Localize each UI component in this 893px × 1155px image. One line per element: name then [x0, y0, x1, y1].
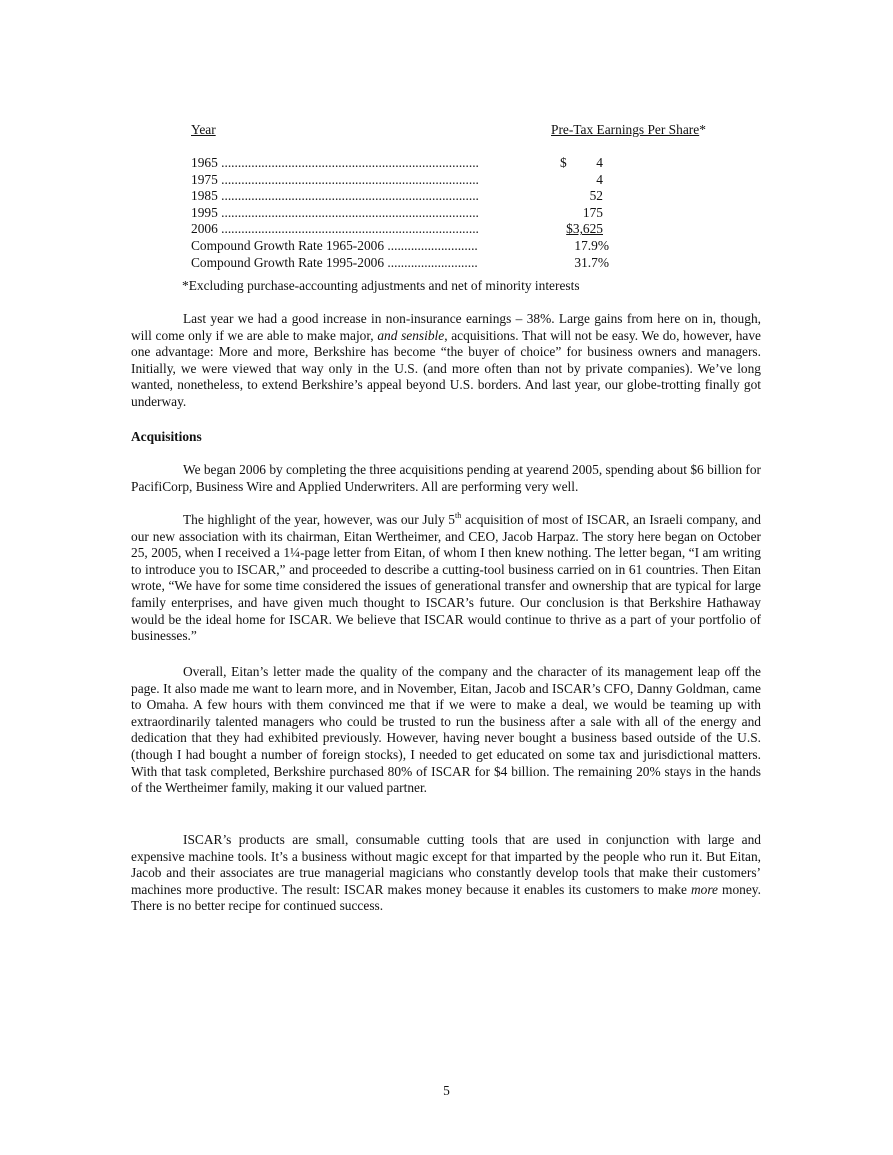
- paragraph-text: , acquisitions. That will not be easy. We do, however, have one advantage: More and more, Berkshire has become “the buyer of choice” for business owners and managers. Initially, we were viewed that way only in the U.S. (and more often than not by private companies). We’ve long wanted, nonetheless, to extend Berkshire’s appeal beyond U.S. borders. And last year, our globe-trotting finally got underway.: [131, 327, 761, 409]
- paragraph-iscar-purchase: [131, 664, 761, 797]
- paragraph-iscar-letter: [131, 512, 761, 645]
- table-row: [191, 172, 621, 189]
- row-value: 4: [596, 155, 603, 170]
- row-value: 175: [582, 204, 603, 220]
- row-label: Compound Growth Rate 1995-2006 .....: [191, 255, 478, 272]
- table-row: [191, 255, 621, 272]
- emphasis-text: more: [690, 881, 718, 897]
- page-number: 5: [443, 1083, 450, 1098]
- paragraph-non-insurance-earnings: [131, 311, 761, 411]
- row-label: Compound Growth Rate 1965-2006 .....: [191, 238, 478, 255]
- table-row: [191, 221, 621, 238]
- paragraph-text: Overall, Eitan’s letter made the quality of the company and the character of its management leap off the page. It also made me want to learn more, and in November, Eitan, Jacob and ISCAR’s CFO, Danny Goldman, came to Omaha. A few hours with them convinced me that if we were to make a deal, we would be teaming up with extraordinarily talented managers who could be trusted to run the business after a sale with all of the energy and dedication that they had exhibited previously. However, having never bought a business based outside of the U.S. (though I had bought a number of foreign stocks), I needed to get educated on some tax and jurisdictional matters. With that task completed, Berkshire purchased 80% of ISCAR for $4 billion. The remaining 20% stays in the hands of the Wertheimer family, making it our valued partner.: [131, 664, 761, 796]
- row-label: 1975 .....: [191, 172, 478, 189]
- row-value: 31.7%: [574, 254, 609, 270]
- row-value: 17.9%: [574, 237, 609, 253]
- paragraph-iscar-products: [131, 832, 761, 915]
- row-label: 1985 .....: [191, 188, 478, 205]
- paragraph-text: The highlight of the year, however, was our July 5: [183, 512, 456, 527]
- paragraph-text: acquisition of most of ISCAR, an Israeli company, and our new association with its chairman, Eitan Wertheimer, and CEO, Jacob Harpaz. The story here began on October 25, 2005, when I received a 1¼-page letter from Eitan, of whom I then knew nothing. The letter began, “I am writing to introduce you to ISCAR,” and proceeded to describe a cutting-tool business carried on in 61 countries. Then Eitan wrote, “We have for some time considered the issues of generational transfer and ownership that are typical for large family enterprises, and have given much thought to ISCAR’s future. Our conclusion is that Berkshire Hathaway would be the ideal home for ISCAR. We believe that ISCAR would continue to thrive as a part of your portfolio of businesses.”: [131, 512, 761, 644]
- paragraph-2006-acquisitions: [131, 462, 761, 495]
- ordinal-superscript: th: [455, 510, 462, 520]
- earnings-table-header: [191, 122, 731, 139]
- row-value: 52: [589, 188, 603, 204]
- eps-header-asterisk: *: [699, 122, 706, 137]
- paragraph-text: ISCAR’s products are small, consumable cutting tools that are used in conjunction with large and expensive machine tools. It’s a business without magic except for that imparted by the people who run it. But Eitan, Jacob and their associates are true managerial magicians who constantly develop tools that make their customers’ machines more productive. The result: ISCAR makes money because it enables its customers to make: [131, 832, 761, 897]
- section-heading: Acquisitions: [131, 429, 202, 444]
- row-label: 1965 .....: [191, 155, 478, 172]
- table-row: [191, 205, 621, 222]
- emphasis-text: and sensible: [377, 327, 445, 343]
- paragraph-text: We began 2006 by completing the three acquisitions pending at yearend 2005, spending about $6 billion for PacifiCorp, Business Wire and Applied Underwriters. All are performing very well.: [131, 462, 761, 494]
- table-row: [191, 155, 621, 172]
- table-footnote: *Excluding purchase-accounting adjustments and net of minority interests: [182, 278, 580, 293]
- row-label: 1995 .....: [191, 205, 478, 222]
- table-row: [191, 238, 621, 255]
- row-value: $3,625: [566, 221, 603, 237]
- eps-column-header-text: Pre-Tax Earnings Per Share: [551, 122, 700, 137]
- row-label: 2006 .....: [191, 221, 478, 238]
- eps-column-header: [551, 122, 706, 139]
- paragraph-text: money. There is no better recipe for continued success.: [131, 881, 761, 914]
- dollar-sign: $: [560, 155, 567, 170]
- row-value: 4: [596, 171, 603, 187]
- year-column-header: Year: [191, 122, 216, 137]
- paragraph-text: Last year we had a good increase in non-insurance earnings – 38%. Large gains from here on in, though, will come only if we are able to make major,: [131, 311, 761, 343]
- table-row: [191, 188, 621, 205]
- earnings-table: [191, 155, 621, 271]
